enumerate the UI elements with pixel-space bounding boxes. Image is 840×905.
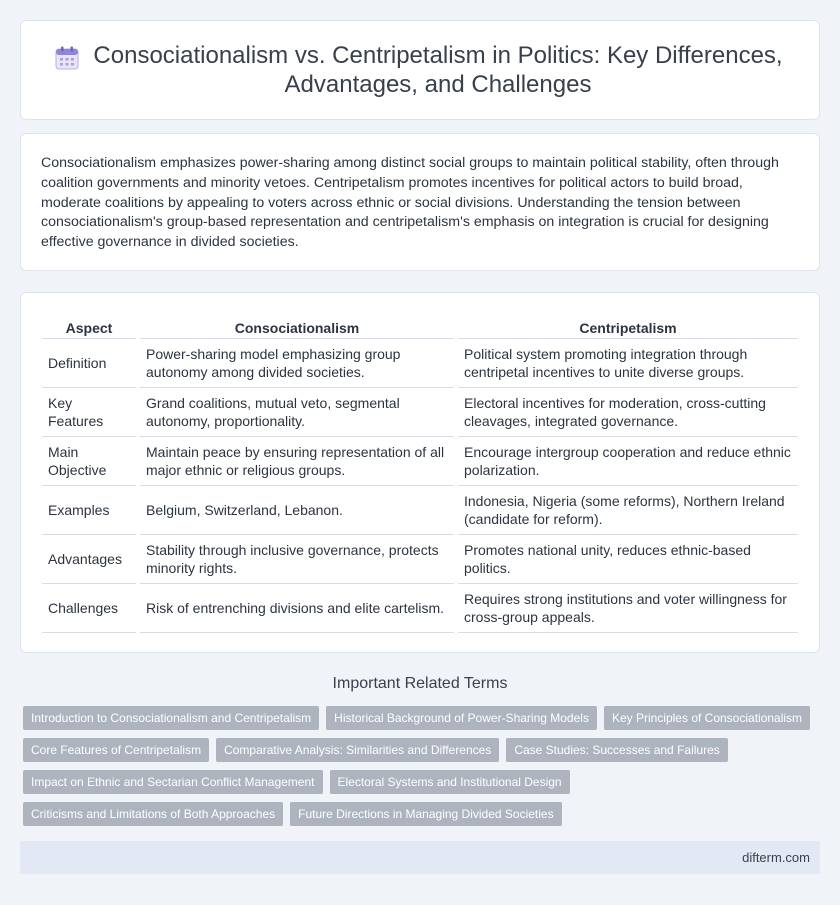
row-aspect: Examples bbox=[42, 485, 138, 534]
row-centripetalism: Promotes national unity, reduces ethnic-based politics. bbox=[456, 534, 798, 583]
related-term-tag[interactable]: Core Features of Centripetalism bbox=[23, 738, 209, 762]
intro-paragraph: Consociationalism emphasizes power-sharing among distinct social groups to maintain political stability, often through coalition governments and minority vetoes. Centripetalism promotes incentives for political actors to build broad, moderate coalitions by appealing to voters across ethnic or social divisions. Understanding the tension between consociationalism's group-based representation and centripetalism's emphasis on integration is crucial for designing effective governance in divided societies. bbox=[41, 155, 779, 251]
row-consociationalism: Belgium, Switzerland, Lebanon. bbox=[138, 485, 456, 534]
related-term-tag[interactable]: Comparative Analysis: Similarities and Differences bbox=[216, 738, 499, 762]
row-consociationalism: Power-sharing model emphasizing group autonomy among divided societies. bbox=[138, 338, 456, 387]
header-aspect: Aspect bbox=[42, 313, 138, 338]
row-centripetalism: Political system promoting integration through centripetal incentives to unite diverse groups. bbox=[456, 338, 798, 387]
row-centripetalism: Electoral incentives for moderation, cross-cutting cleavages, integrated governance. bbox=[456, 387, 798, 436]
table-row bbox=[42, 485, 798, 534]
title-card bbox=[20, 20, 820, 120]
related-term-tag[interactable]: Historical Background of Power-Sharing Models bbox=[326, 706, 597, 730]
comparison-table-card bbox=[20, 292, 820, 653]
row-consociationalism: Stability through inclusive governance, protects minority rights. bbox=[138, 534, 456, 583]
header-centripetalism: Centripetalism bbox=[456, 313, 798, 338]
row-centripetalism: Encourage intergroup cooperation and reduce ethnic polarization. bbox=[456, 436, 798, 485]
row-consociationalism: Grand coalitions, mutual veto, segmental autonomy, proportionality. bbox=[138, 387, 456, 436]
page-title: Consociationalism vs. Centripetalism in Politics: Key Differences, Advantages, and Challenges bbox=[93, 42, 783, 98]
table-row bbox=[42, 387, 798, 436]
row-consociationalism: Maintain peace by ensuring representation of all major ethnic or religious groups. bbox=[138, 436, 456, 485]
table-row bbox=[42, 583, 798, 632]
row-centripetalism: Requires strong institutions and voter willingness for cross-group appeals. bbox=[456, 583, 798, 632]
row-aspect: Challenges bbox=[42, 583, 138, 632]
row-aspect: Key Features bbox=[42, 387, 138, 436]
table-header-row bbox=[42, 313, 798, 338]
row-aspect: Main Objective bbox=[42, 436, 138, 485]
footer-site-name: difterm.com bbox=[742, 850, 810, 865]
related-term-tag[interactable]: Future Directions in Managing Divided Societies bbox=[290, 802, 561, 826]
related-term-tag[interactable]: Criticisms and Limitations of Both Approaches bbox=[23, 802, 283, 826]
intro-card bbox=[20, 133, 820, 271]
row-centripetalism: Indonesia, Nigeria (some reforms), Northern Ireland (candidate for reform). bbox=[456, 485, 798, 534]
related-term-tag[interactable]: Case Studies: Successes and Failures bbox=[506, 738, 727, 762]
row-aspect: Advantages bbox=[42, 534, 138, 583]
table-row bbox=[42, 338, 798, 387]
row-consociationalism: Risk of entrenching divisions and elite cartelism. bbox=[138, 583, 456, 632]
comparison-table bbox=[42, 313, 798, 633]
row-aspect: Definition bbox=[42, 338, 138, 387]
table-row bbox=[42, 534, 798, 583]
header-consociationalism: Consociationalism bbox=[138, 313, 456, 338]
related-term-tag[interactable]: Key Principles of Consociationalism bbox=[604, 706, 810, 730]
table-row bbox=[42, 436, 798, 485]
related-terms-heading: Important Related Terms bbox=[332, 675, 508, 692]
related-term-tag[interactable]: Impact on Ethnic and Sectarian Conflict Management bbox=[23, 770, 323, 794]
footer bbox=[20, 841, 820, 874]
related-terms-list bbox=[23, 706, 823, 826]
related-term-tag[interactable]: Electoral Systems and Institutional Design bbox=[330, 770, 570, 794]
related-term-tag[interactable]: Introduction to Consociationalism and Centripetalism bbox=[23, 706, 319, 730]
